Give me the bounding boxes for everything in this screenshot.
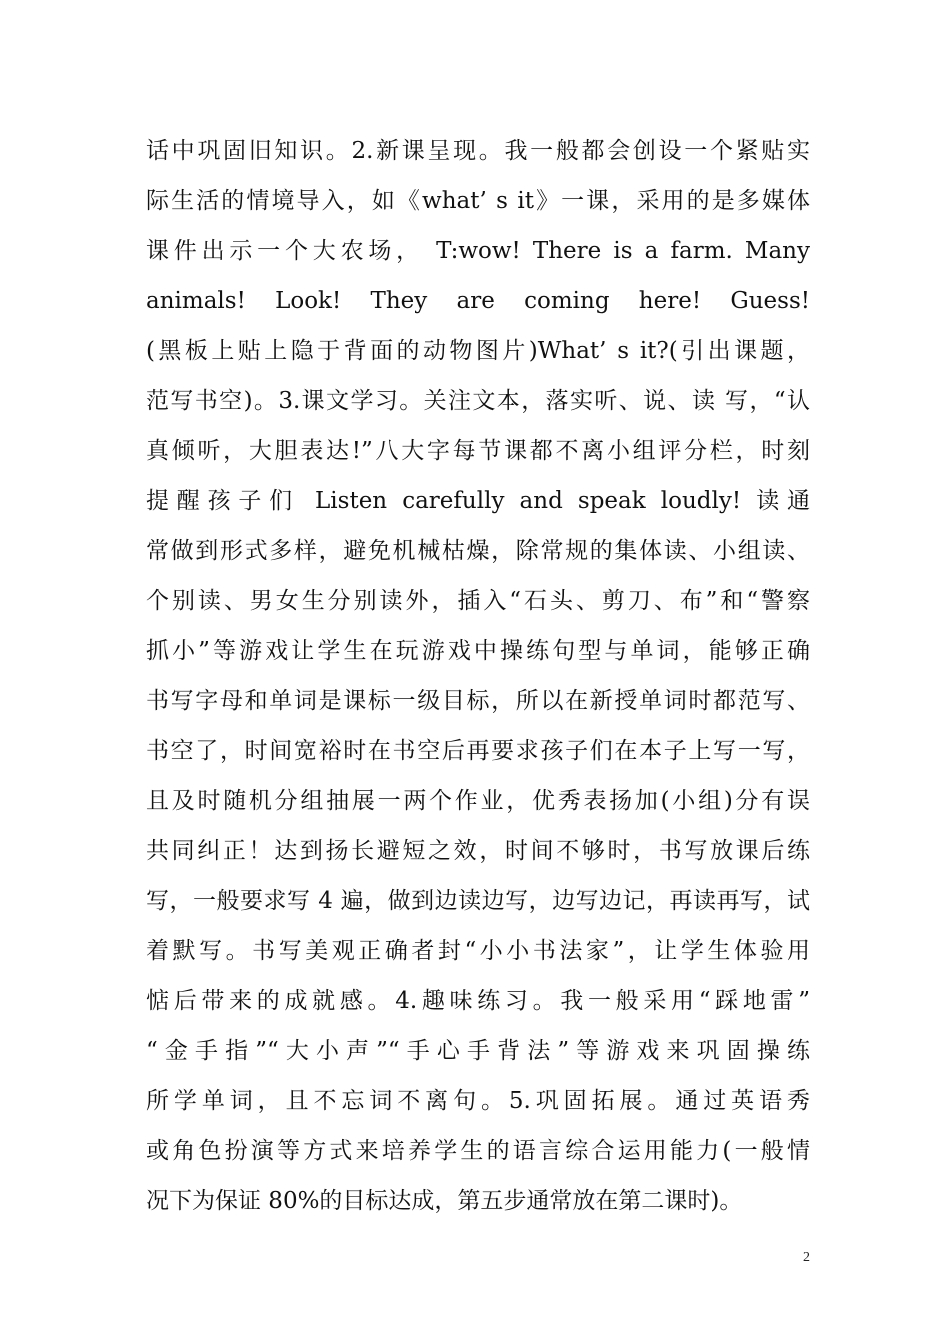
text-line: 惦后带来的成就感。4.趣味练习。我一般采用“踩地雷” [146,988,810,1014]
text-line: 个别读、男女生分别读外，插入“石头、剪刀、布”和“警察 [146,588,810,614]
text-line: 共同纠正！达到扬长避短之效，时间不够时，书写放课后练 [146,838,810,864]
body-text [146,126,810,1226]
text-line: “金手指”“大小声”“手心手背法”等游戏来巩固操练 [146,1038,810,1064]
text-line: 况下为保证 80%的目标达成，第五步通常放在第二课时)。 [146,1188,743,1214]
text-line: 常做到形式多样，避免机械枯燥，除常规的集体读、小组读、 [146,538,810,564]
text-line: 所学单词，且不忘词不离句。5.巩固拓展。通过英语秀 [146,1088,810,1114]
text-line: 着默写。书写美观正确者封“小小书法家”，让学生体验用 [146,938,810,964]
text-line: 书写字母和单词是课标一级目标，所以在新授单词时都范写、 [146,688,810,714]
text-line: 话中巩固旧知识。2.新课呈现。我一般都会创设一个紧贴实 [146,138,810,164]
text-line: 抓小”等游戏让学生在玩游戏中操练句型与单词，能够正确 [146,638,810,664]
text-line: 且及时随机分组抽展一两个作业，优秀表扬加(小组)分有误 [146,788,810,814]
text-line: 课件出示一个大农场， T:wow! There is a farm. Many [146,238,810,264]
text-line: 提醒孩子们 Listen carefully and speak loudly! 读通 [146,488,810,514]
text-line: 真倾听，大胆表达!”八大字每节课都不离小组评分栏，时刻 [146,438,810,464]
text-line: animals! Look! They are coming here! Guess! [146,288,810,314]
text-line: 或角色扮演等方式来培养学生的语言综合运用能力(一般情 [146,1138,810,1164]
text-line: 书空了，时间宽裕时在书空后再要求孩子们在本子上写一写， [146,738,810,764]
text-line: 写，一般要求写 4 遍，做到边读边写，边写边记，再读再写，试 [146,888,810,914]
text-line: 际生活的情境导入，如《what’ s it》一课，采用的是多媒体 [146,188,810,214]
text-line: 范写书空)。3.课文学习。关注文本，落实听、说、读 写，“认 [146,388,810,414]
text-line: (黑板上贴上隐于背面的动物图片)What’ s it?(引出课题， [146,338,810,364]
page-number: 2 [803,1250,810,1265]
